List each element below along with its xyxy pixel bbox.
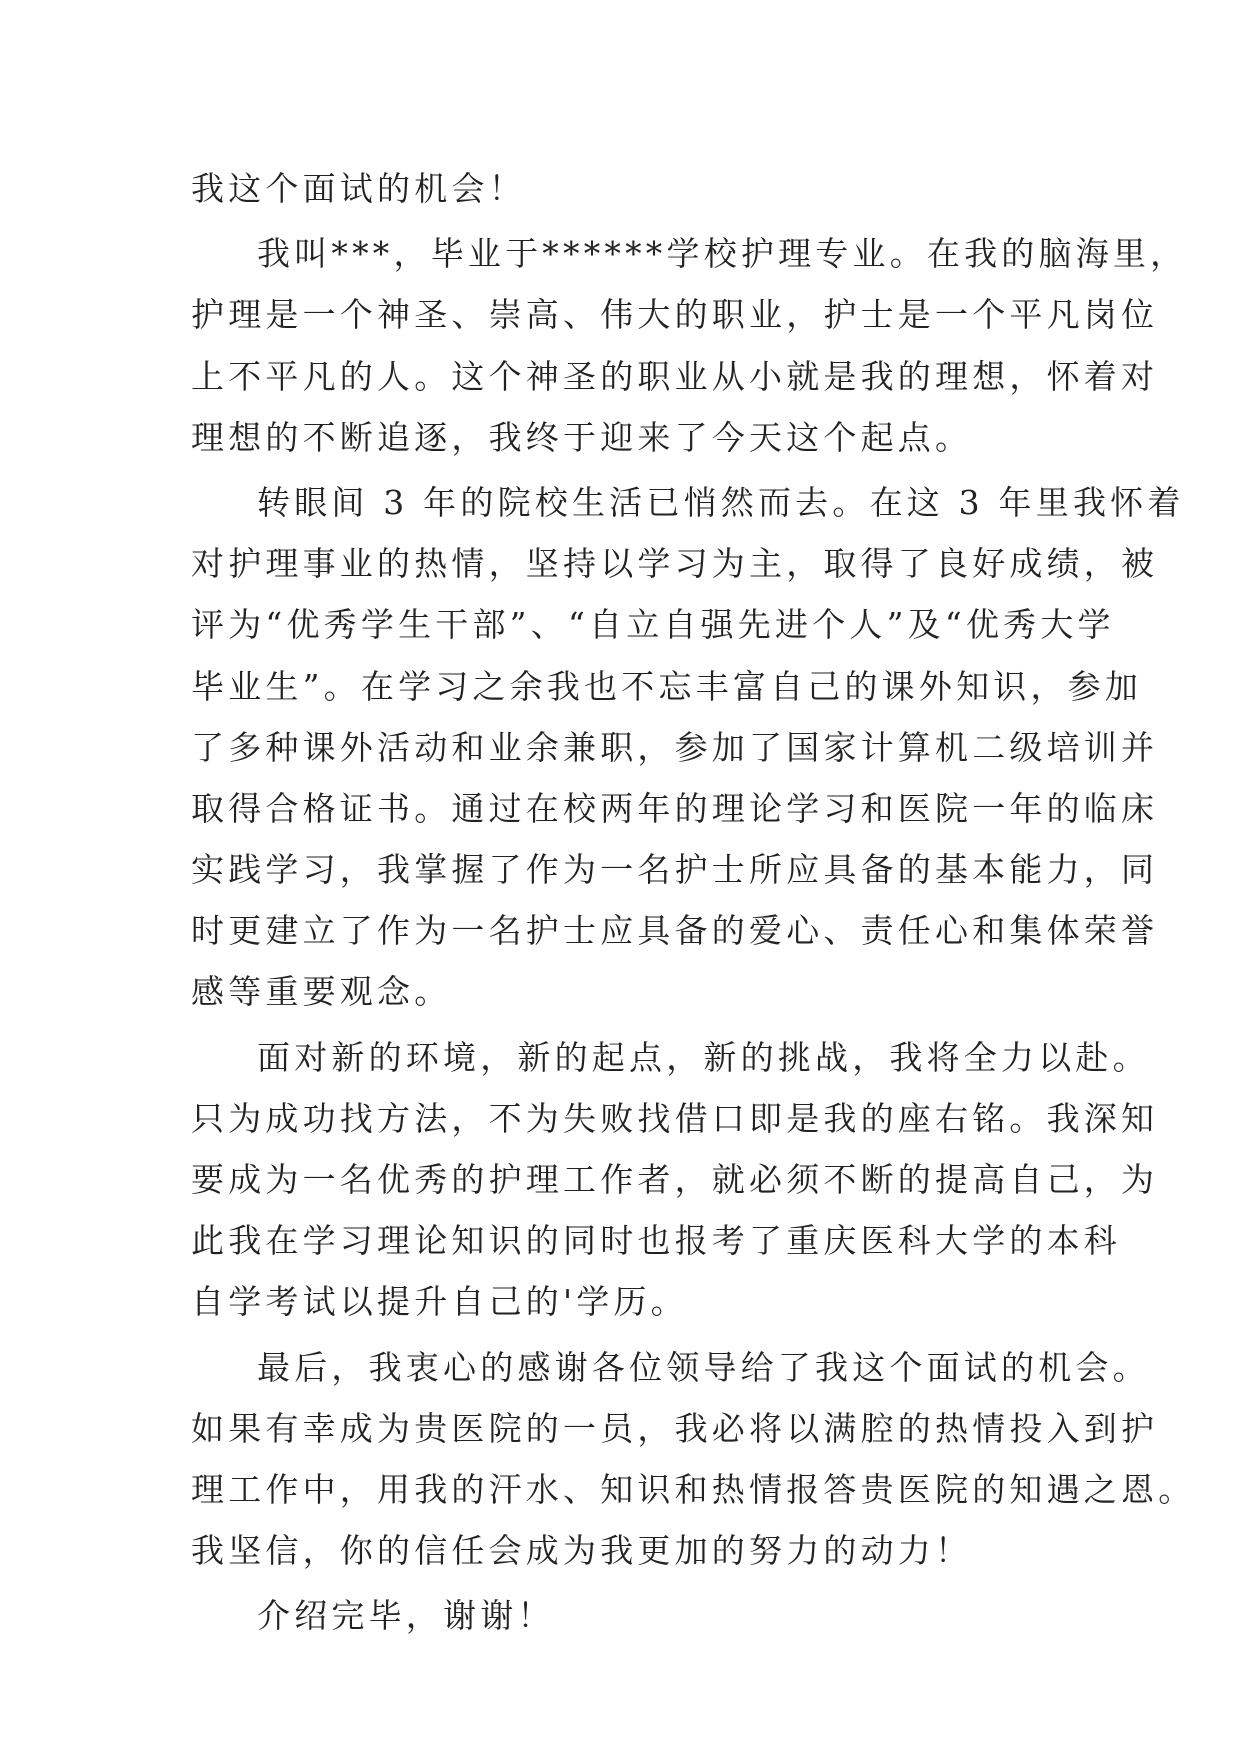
- text-line: 理想的不断追逐，我终于迎来了今天这个起点。: [191, 417, 973, 457]
- text-line: 上不平凡的人。这个神圣的职业从小就是我的理想，怀着对: [191, 356, 1159, 396]
- text-line: 如果有幸成为贵医院的一员，我必将以满腔的热情投入到护: [191, 1408, 1159, 1448]
- text-line: 取得合格证书。通过在校两年的理论学习和医院一年的临床: [191, 788, 1159, 828]
- closing-line: 介绍完毕，谢谢！: [257, 1596, 555, 1636]
- paragraph-start-line: 我叫***，毕业于******学校护理专业。在我的脑海里，: [257, 234, 1188, 274]
- text-line: 了多种课外活动和业余兼职，参加了国家计算机二级培训并: [191, 727, 1159, 767]
- paragraph-start-line: 面对新的环境，新的起点，新的挑战，我将全力以赴。: [257, 1037, 1150, 1077]
- text-line: 要成为一名优秀的护理工作者，就必须不断的提高自己，为: [191, 1160, 1159, 1199]
- text-line: 理工作中，用我的汗水、知识和热情报答贵医院的知遇之恩。: [191, 1469, 1196, 1509]
- text-line: 对护理事业的热情，坚持以学习为主，取得了良好成绩，被: [191, 544, 1159, 584]
- paragraph-start-line: 转眼间 3 年的院校生活已悄然而去。在这 3 年里我怀着: [257, 482, 1185, 522]
- paragraph-start-line: 最后，我衷心的感谢各位领导给了我这个面试的机会。: [257, 1347, 1150, 1387]
- text-line: 时更建立了作为一名护士应具备的爱心、责任心和集体荣誉: [191, 911, 1159, 951]
- text-line: 只为成功找方法，不为失败找借口即是我的座右铭。我深知: [191, 1098, 1159, 1138]
- text-line: 我坚信，你的信任会成为我更加的努力的动力！: [191, 1531, 973, 1571]
- document-body: [191, 158, 1196, 1647]
- text-line: 护理是一个神圣、崇高、伟大的职业，护士是一个平凡岗位: [191, 295, 1159, 335]
- text-line: 自学考试以提升自己的'学历。: [191, 1282, 688, 1322]
- text-line: 毕业生”。在学习之余我也不忘丰富自己的课外知识，参加: [191, 666, 1143, 706]
- text-line: 我这个面试的机会！: [191, 169, 526, 208]
- text-line: 评为“优秀学生干部”、“自立自强先进个人”及“优秀大学: [191, 605, 1115, 645]
- text-line: 感等重要观念。: [191, 972, 452, 1012]
- text-line: 实践学习，我掌握了作为一名护士所应具备的基本能力，同: [191, 850, 1159, 890]
- text-line: 此我在学习理论知识的同时也报考了重庆医科大学的本科: [191, 1221, 1121, 1261]
